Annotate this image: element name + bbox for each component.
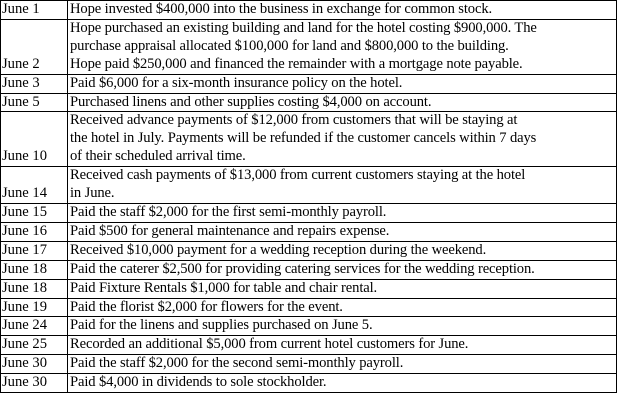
transaction-date: June 17	[1, 241, 68, 260]
transaction-description	[68, 298, 617, 317]
transactions-body	[1, 1, 617, 393]
description-line: of their scheduled arrival time.	[70, 148, 246, 165]
table-row	[1, 298, 617, 317]
transaction-date: June 18	[1, 279, 68, 298]
transaction-date: June 18	[1, 260, 68, 279]
description-line: Received advance payments of $12,000 from customers that will be staying at	[70, 112, 518, 129]
description-line: purchase appraisal allocated $100,000 for land and $800,000 to the building.	[70, 37, 509, 54]
description-line: Paid the florist $2,000 for flowers for the event.	[70, 298, 343, 315]
transaction-description	[68, 241, 617, 260]
transaction-date: June 3	[1, 74, 68, 93]
transaction-description	[68, 279, 617, 298]
table-row	[1, 222, 617, 241]
description-line: Paid $500 for general maintenance and repairs expense.	[70, 222, 390, 239]
table-row	[1, 112, 617, 167]
transaction-date: June 2	[1, 19, 68, 74]
description-line: Paid the staff $2,000 for the second semi-monthly payroll.	[70, 355, 404, 372]
table-row	[1, 203, 617, 222]
description-line: Received cash payments of $13,000 from current customers staying at the hotel	[70, 167, 526, 184]
transaction-description	[68, 222, 617, 241]
transaction-description	[68, 203, 617, 222]
transaction-date: June 19	[1, 298, 68, 317]
description-line: Received $10,000 payment for a wedding reception during the weekend.	[70, 241, 487, 258]
description-line: Recorded an additional $5,000 from current hotel customers for June.	[70, 336, 469, 353]
description-line: Hope invested $400,000 into the business in exchange for common stock.	[70, 1, 493, 17]
table-row	[1, 1, 617, 20]
table-row	[1, 19, 617, 74]
table-row	[1, 241, 617, 260]
description-line: Purchased linens and other supplies costing $4,000 on account.	[70, 93, 432, 110]
transaction-description	[68, 336, 617, 355]
transaction-date: June 25	[1, 336, 68, 355]
description-line: Hope paid $250,000 and financed the remainder with a mortgage note payable.	[70, 55, 523, 72]
table-row	[1, 279, 617, 298]
description-line: Paid $6,000 for a six-month insurance policy on the hotel.	[70, 74, 403, 91]
table-row	[1, 355, 617, 374]
description-line: Paid the caterer $2,500 for providing catering services for the wedding reception.	[70, 260, 535, 277]
transaction-date: June 15	[1, 203, 68, 222]
description-line: Paid for the linens and supplies purchased on June 5.	[70, 317, 373, 334]
description-line: in June.	[70, 185, 115, 202]
transaction-description	[68, 1, 617, 20]
transaction-date: June 30	[1, 355, 68, 374]
description-line: Paid $4,000 in dividends to sole stockholder.	[70, 374, 327, 391]
transaction-date: June 10	[1, 112, 68, 167]
table-row	[1, 374, 617, 393]
transaction-description	[68, 260, 617, 279]
table-row	[1, 74, 617, 93]
transaction-description	[68, 317, 617, 336]
table-row	[1, 317, 617, 336]
transaction-date: June 1	[1, 1, 68, 20]
transaction-description	[68, 374, 617, 393]
transaction-description	[68, 19, 617, 74]
description-line: the hotel in July. Payments will be refunded if the customer cancels within 7 days	[70, 130, 537, 147]
description-line: Paid Fixture Rentals $1,000 for table and chair rental.	[70, 279, 378, 296]
table-row	[1, 336, 617, 355]
transaction-description	[68, 74, 617, 93]
transaction-date: June 16	[1, 222, 68, 241]
transaction-date: June 14	[1, 167, 68, 204]
transaction-description	[68, 93, 617, 112]
description-line: Hope purchased an existing building and land for the hotel costing $900,000. The	[70, 19, 537, 36]
transaction-description	[68, 167, 617, 204]
description-line: Paid the staff $2,000 for the first semi-monthly payroll.	[70, 203, 387, 220]
transaction-date: June 5	[1, 93, 68, 112]
transaction-date: June 30	[1, 374, 68, 393]
transaction-description	[68, 112, 617, 167]
table-row	[1, 93, 617, 112]
table-row	[1, 260, 617, 279]
table-row	[1, 167, 617, 204]
transaction-date: June 24	[1, 317, 68, 336]
transaction-description	[68, 355, 617, 374]
